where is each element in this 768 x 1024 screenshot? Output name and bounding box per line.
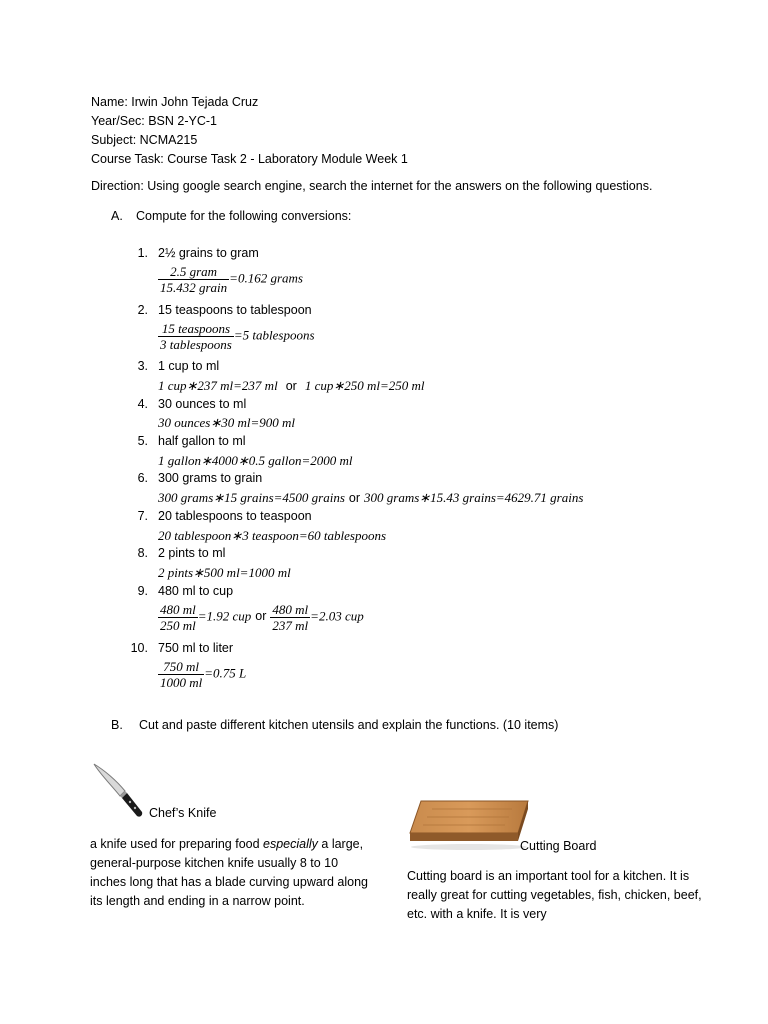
formula-7: 20 tablespoon∗3 teaspoon=60 tablespoons: [158, 528, 387, 543]
formula-10: $\frac{750 ml}{1000 ml}$ =0.75 L: [160, 659, 247, 690]
formula-2: $\frac{\text{15 teaspoons}}{\text{3 tablespoons}}$ =5 tablespoons: [160, 321, 315, 352]
formula-4: 30 ounces∗30 ml=900 ml: [158, 415, 296, 430]
section-b-title: Cut and paste different kitchen utensils and explain the functions. (10 items): [139, 718, 559, 732]
year-section: Year/Sec: BSN 2-YC-1: [91, 114, 217, 128]
list-item: 6. 300 grams to grain: [137, 471, 263, 485]
list-item: 7. 20 tablespoons to teaspoon: [137, 509, 312, 523]
chefs-knife-image: [90, 760, 148, 822]
formula-5: 1 gallon∗4000∗0.5 gallon=2000 ml: [158, 453, 353, 468]
list-item: 1. 2½ grains to gram: [137, 246, 259, 260]
board-title: Cutting Board: [520, 839, 597, 853]
list-item: 9. 480 ml to cup: [137, 584, 234, 598]
list-item: 10. 750 ml to liter: [130, 641, 234, 655]
course-task: Course Task: Course Task 2 - Laboratory Module Week 1: [91, 152, 408, 166]
section-a-marker: A.: [111, 209, 123, 223]
section-a-title: Compute for the following conversions:: [136, 209, 352, 223]
formula-6: 300 grams∗15 grains=4500 grains or 300 grams∗15.43 grains=4629.71 grains: [158, 490, 584, 505]
formula-9: $\frac{480 ml}{250 ml}$ =1.92 cup or $\frac{480 ml}{237 ml}$ =2.03 cup: [160, 602, 364, 633]
subject: Subject: NCMA215: [91, 133, 198, 147]
list-item: 2. 15 teaspoons to tablespoon: [137, 303, 312, 317]
cutting-board-image: [407, 797, 531, 853]
formula-1: $\frac{\text{2.5 gram}}{\text{15.432 grain}}$ =0.162 grams: [160, 264, 303, 295]
knife-description: a knife used for preparing food especially a large, general-purpose kitchen knife usually 8 to 10 inches long that has a blade curving upward along its length and ending in a narrow point.: [90, 837, 368, 908]
list-item: 3. 1 cup to ml: [137, 359, 220, 373]
list-item: 8. 2 pints to ml: [137, 546, 226, 560]
formula-8: 2 pints∗500 ml=1000 ml: [158, 565, 291, 580]
knife-title: Chef’s Knife: [149, 806, 217, 820]
list-item: 4. 30 ounces to ml: [137, 397, 247, 411]
formula-3: 1 cup∗237 ml=237 ml or 1 cup∗250 ml=250 ml: [158, 378, 425, 393]
section-b-marker: B.: [111, 718, 123, 732]
list-item: 5. half gallon to ml: [137, 434, 246, 448]
board-description: Cutting board is an important tool for a kitchen. It is really great for cutting vegetables, fish, chicken, beef, etc. with a knife. It is very: [407, 869, 702, 921]
student-name: Name: Irwin John Tejada Cruz: [91, 95, 259, 109]
direction: Direction: Using google search engine, search the internet for the answers on the following questions.: [91, 179, 653, 193]
